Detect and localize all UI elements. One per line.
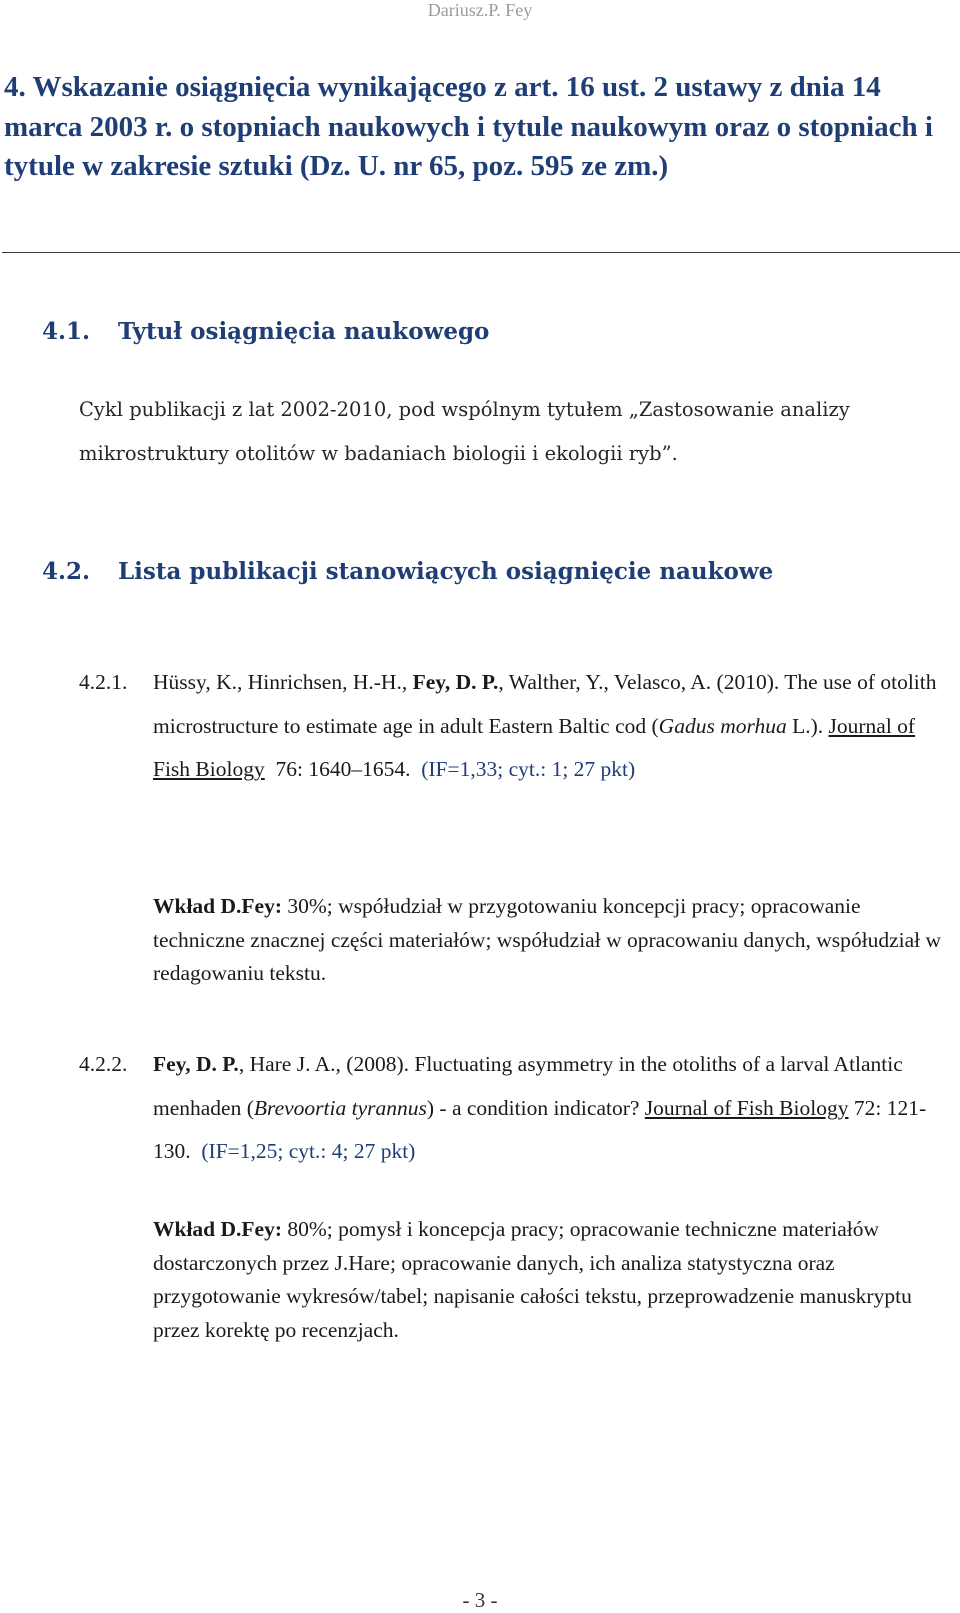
author-highlighted: Fey, D. P. bbox=[153, 1052, 239, 1076]
section-title: Lista publikacji stanowiących osiągnięcie naukowe bbox=[118, 558, 774, 585]
citation-text: , Walther, Y., Velasco, A. (2010). The use of otolith microstructure to estimate age in adult Eastern Baltic cod ( bbox=[153, 670, 937, 738]
citation-text-after: L.). bbox=[786, 713, 829, 738]
contribution-label: Wkład D.Fey: bbox=[153, 1217, 282, 1241]
publication-number: 4.2.2. bbox=[79, 1052, 128, 1076]
citation-text-after: ) - a condition indicator? bbox=[426, 1095, 645, 1120]
contribution-statement bbox=[153, 1213, 943, 1347]
journal-name: Journal of Fish Biology bbox=[153, 713, 916, 781]
species-name: Brevoortia tyrannus bbox=[253, 1095, 427, 1120]
contribution-text: 30%; współudział w przygotowaniu koncepcji pracy; opracowanie techniczne znacznej części materiałów; współudział w opracowaniu danych, współudział w redagowaniu tekstu. bbox=[153, 894, 942, 985]
main-heading: 4. Wskazanie osiągnięcia wynikającego z art. 16 ust. 2 ustawy z dnia 14 marca 2003 r. o stopniach naukowych i tytule naukowym oraz o stopniach i tytule w zakresie sztuki (Dz. U. nr 65, poz. 595 ze zm.) bbox=[4, 71, 933, 182]
achievement-title-text: Cykl publikacji z lat 2002-2010, pod wspólnym tytułem „Zastosowanie analizy mikrostruktury otolitów w badaniach biologii i ekologii ryb”. bbox=[79, 398, 850, 465]
journal-name: Journal of Fish Biology bbox=[644, 1095, 849, 1120]
publication-number: 4.2.1. bbox=[79, 670, 128, 694]
contribution-statement bbox=[153, 890, 943, 991]
page-number: - 3 - bbox=[462, 1588, 498, 1612]
section-title: Tytuł osiągnięcia naukowego bbox=[118, 318, 490, 345]
impact-factor: (IF=1,25; cyt.: 4; 27 pkt) bbox=[201, 1139, 416, 1163]
section-number: 4.2. bbox=[42, 558, 91, 585]
page-header-author: Dariusz.P. Fey bbox=[427, 0, 533, 20]
impact-factor: (IF=1,33; cyt.: 1; 27 pkt) bbox=[421, 757, 636, 781]
author-highlighted: Fey, D. P. bbox=[412, 670, 499, 694]
volume-pages: 72: 121-130. bbox=[153, 1095, 927, 1163]
contribution-text: 80%; pomysł i koncepcja pracy; opracowanie techniczne materiałów dostarczonych przez J.Hare; opracowanie danych, ich analiza statystyczna oraz przygotowanie wykresów/tabel; napisanie całości tekstu, przeprowadzenie manuskryptu przez korektę po recenzjach. bbox=[153, 1217, 912, 1342]
volume-pages: 76: 1640–1654. bbox=[264, 757, 422, 781]
horizontal-divider bbox=[2, 252, 960, 253]
section-heading-4-1 bbox=[42, 318, 489, 345]
authors-before: Hüssy, K., Hinrichsen, H.-H., bbox=[153, 670, 413, 694]
citation-text: , Hare J. A., (2008). Fluctuating asymmetry in the otoliths of a larval Atlantic menhaden ( bbox=[153, 1052, 903, 1120]
section-heading-4-2 bbox=[42, 558, 773, 585]
species-name: Gadus morhua bbox=[658, 713, 787, 738]
publication-citation bbox=[153, 661, 943, 792]
contribution-label: Wkład D.Fey: bbox=[153, 894, 282, 918]
publication-citation bbox=[153, 1043, 943, 1174]
section-number: 4.1. bbox=[42, 318, 91, 345]
